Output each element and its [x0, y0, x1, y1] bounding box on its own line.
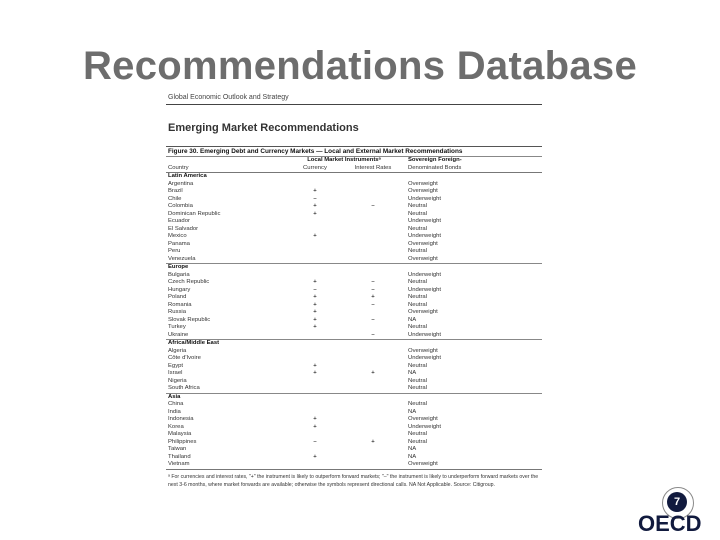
recommendation-cell: Neutral [408, 401, 427, 407]
currency-cell [286, 401, 344, 409]
recommendation-cell: NA [408, 370, 417, 376]
table-row [166, 188, 542, 196]
currency-cell [286, 348, 344, 356]
region-row [166, 340, 542, 348]
table-row [166, 233, 542, 241]
interest-rates-cell [344, 401, 402, 409]
recommendation-cell: Overweight [408, 180, 438, 187]
country-cell: Turkey [168, 324, 186, 330]
table-row [166, 248, 542, 256]
country-cell: El Salvador [168, 225, 199, 232]
country-cell: China [168, 401, 184, 407]
interest-rates-cell [344, 272, 402, 280]
currency-cell: + [313, 188, 317, 194]
interest-rates-cell [344, 348, 402, 356]
recommendation-cell: Neutral [408, 210, 427, 217]
currency-cell [286, 431, 344, 439]
recommendation-cell: Overweight [408, 347, 438, 354]
recommendation-cell: Neutral [408, 294, 427, 300]
interest-rates-cell [344, 218, 402, 226]
country-cell: Colombia [168, 203, 193, 209]
table-row [166, 370, 542, 378]
interest-rates-cell: + [371, 438, 375, 445]
embedded-document [166, 94, 542, 489]
table-row [166, 279, 542, 287]
country-cell: Korea [168, 423, 184, 430]
currency-cell: + [313, 316, 317, 323]
country-cell: Brazil [168, 188, 183, 194]
recommendation-cell: Underweight [408, 218, 442, 224]
table-row [166, 385, 542, 393]
recommendation-cell: Underweight [408, 355, 442, 361]
country-cell: Argentina [168, 180, 194, 187]
table-row [166, 416, 542, 424]
table-row [166, 431, 542, 439]
recommendation-cell: NA [408, 408, 417, 415]
country-cell: Ecuador [168, 218, 190, 224]
interest-rates-cell [344, 385, 402, 393]
currency-cell: – [313, 195, 317, 202]
table-row [166, 332, 542, 340]
currency-cell [286, 409, 344, 417]
interest-rates-cell [344, 431, 402, 439]
currency-cell: + [313, 203, 317, 209]
country-cell: Slovak Republic [168, 316, 211, 323]
interest-rates-cell: + [371, 294, 375, 300]
recommendation-cell: NA [408, 453, 417, 460]
region-label: Asia [166, 393, 542, 401]
currency-cell: + [313, 279, 317, 285]
country-cell: South Africa [168, 385, 200, 391]
document-heading: Emerging Market Recommendations [168, 122, 359, 134]
country-cell: Israel [168, 370, 183, 376]
table-row [166, 211, 542, 219]
recommendation-cell: Neutral [408, 385, 427, 391]
table-row [166, 272, 542, 280]
table-row [166, 287, 542, 295]
interest-rates-cell [344, 363, 402, 371]
table-row [166, 196, 542, 204]
table-row [166, 348, 542, 356]
table-row [166, 256, 542, 264]
table-row [166, 461, 542, 469]
table-row [166, 181, 542, 189]
region-row [166, 173, 542, 181]
currency-cell [286, 248, 344, 256]
interest-rates-cell: – [371, 316, 375, 323]
recommendations-table [166, 157, 542, 470]
currency-cell [286, 181, 344, 189]
interest-rates-cell [344, 355, 402, 363]
slide-title: Recommendations Database [82, 44, 638, 88]
currency-cell: + [313, 370, 317, 376]
table-row [166, 424, 542, 432]
interest-rates-cell: – [371, 286, 375, 293]
table-row [166, 294, 542, 302]
country-cell: Poland [168, 294, 187, 300]
table-row [166, 363, 542, 371]
interest-rates-cell: + [371, 370, 375, 376]
interest-rates-cell [344, 454, 402, 462]
table-row [166, 317, 542, 325]
interest-rates-cell [344, 241, 402, 249]
recommendation-cell: NA [408, 316, 417, 323]
currency-cell [286, 241, 344, 249]
country-cell: Vietnam [166, 461, 286, 469]
currency-cell [286, 218, 344, 226]
recommendation-cell: Overweight [402, 461, 542, 469]
interest-rates-cell [344, 196, 402, 204]
interest-rates-cell [344, 188, 402, 196]
country-cell: Côte d'Ivoire [168, 355, 201, 361]
currency-cell: + [313, 233, 317, 239]
oecd-logo: OECD [638, 511, 702, 536]
table-column-header [166, 165, 542, 173]
table-row [166, 401, 542, 409]
table-row [166, 439, 542, 447]
table-body [166, 173, 542, 470]
currency-cell [286, 461, 344, 469]
interest-rates-cell [344, 248, 402, 256]
interest-rates-cell [344, 256, 402, 264]
interest-rates-cell: – [371, 331, 375, 338]
recommendation-cell: Neutral [408, 203, 427, 209]
table-row [166, 241, 542, 249]
interest-rates-cell [344, 409, 402, 417]
recommendation-cell: Overweight [408, 240, 438, 247]
currency-cell: + [313, 453, 317, 460]
country-cell: Panama [168, 240, 190, 247]
recommendation-cell: Neutral [408, 431, 427, 437]
interest-rates-cell [344, 461, 402, 469]
interest-rates-cell: – [371, 301, 375, 308]
currency-cell: + [313, 210, 317, 217]
country-cell: Thailand [168, 453, 191, 460]
interest-rates-cell [344, 446, 402, 454]
recommendation-cell: Neutral [408, 377, 427, 384]
country-cell: Peru [168, 248, 181, 254]
recommendation-cell: Underweight [408, 271, 442, 278]
currency-cell: + [313, 362, 317, 369]
recommendation-cell: Overweight [408, 309, 438, 315]
interest-rates-cell [344, 424, 402, 432]
region-label: Latin America [168, 173, 207, 179]
country-cell: Venezuela [168, 255, 196, 262]
recommendation-cell: Underweight [408, 286, 442, 293]
recommendation-cell: Overweight [408, 416, 438, 422]
table-super-header [166, 157, 542, 165]
empty-header-cell [166, 157, 286, 165]
interest-rates-cell [344, 181, 402, 189]
country-cell: Hungary [168, 286, 191, 293]
table-row [166, 409, 542, 417]
currency-cell [286, 446, 344, 454]
currency-column-header: Currency [286, 165, 344, 173]
country-cell: Russia [168, 309, 187, 315]
table-row [166, 324, 542, 332]
interest-rates-cell [344, 324, 402, 332]
recommendation-cell: Neutral [408, 362, 427, 369]
country-cell: Ukraine [168, 331, 189, 338]
currency-cell [286, 226, 344, 234]
region-row [166, 393, 542, 401]
recommendation-cell: Neutral [408, 248, 427, 254]
sovereign-header: Sovereign Foreign- [408, 157, 462, 163]
recommendation-cell: Neutral [408, 225, 427, 232]
country-cell: Philippines [168, 438, 197, 445]
currency-cell: – [313, 438, 317, 445]
interest-rates-cell [344, 309, 402, 317]
recommendation-cell: Neutral [408, 324, 427, 330]
currency-cell [286, 355, 344, 363]
region-label: Europe [166, 264, 542, 272]
currency-cell: + [313, 423, 317, 430]
country-cell: Dominican Republic [168, 210, 221, 217]
table-row [166, 226, 542, 234]
currency-cell [286, 378, 344, 386]
country-cell: Algeria [168, 347, 187, 354]
recommendation-cell: Underweight [408, 233, 442, 239]
table-row [166, 378, 542, 386]
recommendation-cell: Underweight [408, 195, 442, 202]
recommendation-cell: Underweight [408, 331, 442, 338]
interest-rates-column-header: Interest Rates [344, 165, 402, 173]
country-cell: Nigeria [168, 377, 187, 384]
currency-cell: + [313, 301, 317, 308]
currency-cell: + [313, 324, 317, 330]
country-cell: Czech Republic [168, 279, 210, 285]
table-row [166, 203, 542, 211]
document-header: Global Economic Outlook and Strategy [166, 94, 542, 105]
denominated-bonds-column-header: Denominated Bonds [402, 165, 542, 173]
currency-cell: + [313, 416, 317, 422]
recommendation-cell: Underweight [408, 423, 442, 430]
local-market-header: Local Market Instrumentsᵃ [307, 157, 381, 163]
interest-rates-cell [344, 378, 402, 386]
table-row [166, 446, 542, 454]
currency-cell [286, 385, 344, 393]
region-row [166, 264, 542, 272]
interest-rates-cell [344, 416, 402, 424]
region-label: Africa/Middle East [166, 340, 542, 348]
country-cell: India [168, 408, 181, 415]
recommendation-cell: NA [408, 446, 417, 452]
currency-cell: + [313, 294, 317, 300]
table-row [166, 454, 542, 462]
table-row [166, 355, 542, 363]
table-row [166, 302, 542, 310]
table-row [166, 309, 542, 317]
currency-cell [286, 332, 344, 340]
currency-cell [286, 272, 344, 280]
recommendation-cell: Overweight [408, 255, 438, 262]
recommendation-cell: Neutral [408, 279, 427, 285]
interest-rates-cell [344, 211, 402, 219]
recommendation-cell: Neutral [408, 438, 427, 445]
figure-title: Figure 30. Emerging Debt and Currency Markets — Local and External Market Recommendations [166, 146, 542, 157]
country-column-header: Country [166, 165, 286, 173]
interest-rates-cell [344, 233, 402, 241]
country-cell: Bulgaria [168, 271, 190, 278]
currency-cell: + [313, 309, 317, 315]
currency-cell [286, 256, 344, 264]
recommendation-cell: Overweight [408, 188, 438, 194]
currency-cell: – [313, 286, 317, 293]
page-number: 7 [667, 492, 687, 512]
country-cell: Mexico [168, 233, 187, 239]
country-cell: Chile [168, 195, 182, 202]
country-cell: Indonesia [168, 416, 194, 422]
recommendation-cell: Neutral [408, 301, 427, 308]
country-cell: Malaysia [168, 431, 192, 437]
country-cell: Taiwan [168, 446, 187, 452]
country-cell: Egypt [168, 362, 184, 369]
interest-rates-cell: – [371, 203, 375, 209]
interest-rates-cell: – [371, 279, 375, 285]
table-footnote: ᵃ For currencies and interest rates, "+" the instrument is likely to outperform forward markets; "–" the instrument is likely to underperform forward markets over the next 3-6 months, where market forwards are available; otherwise the symbols represent directional calls. NA Not Applicable. Source: Citigroup. [168, 473, 539, 488]
interest-rates-cell [344, 226, 402, 234]
country-cell: Romania [168, 301, 192, 308]
table-row [166, 218, 542, 226]
